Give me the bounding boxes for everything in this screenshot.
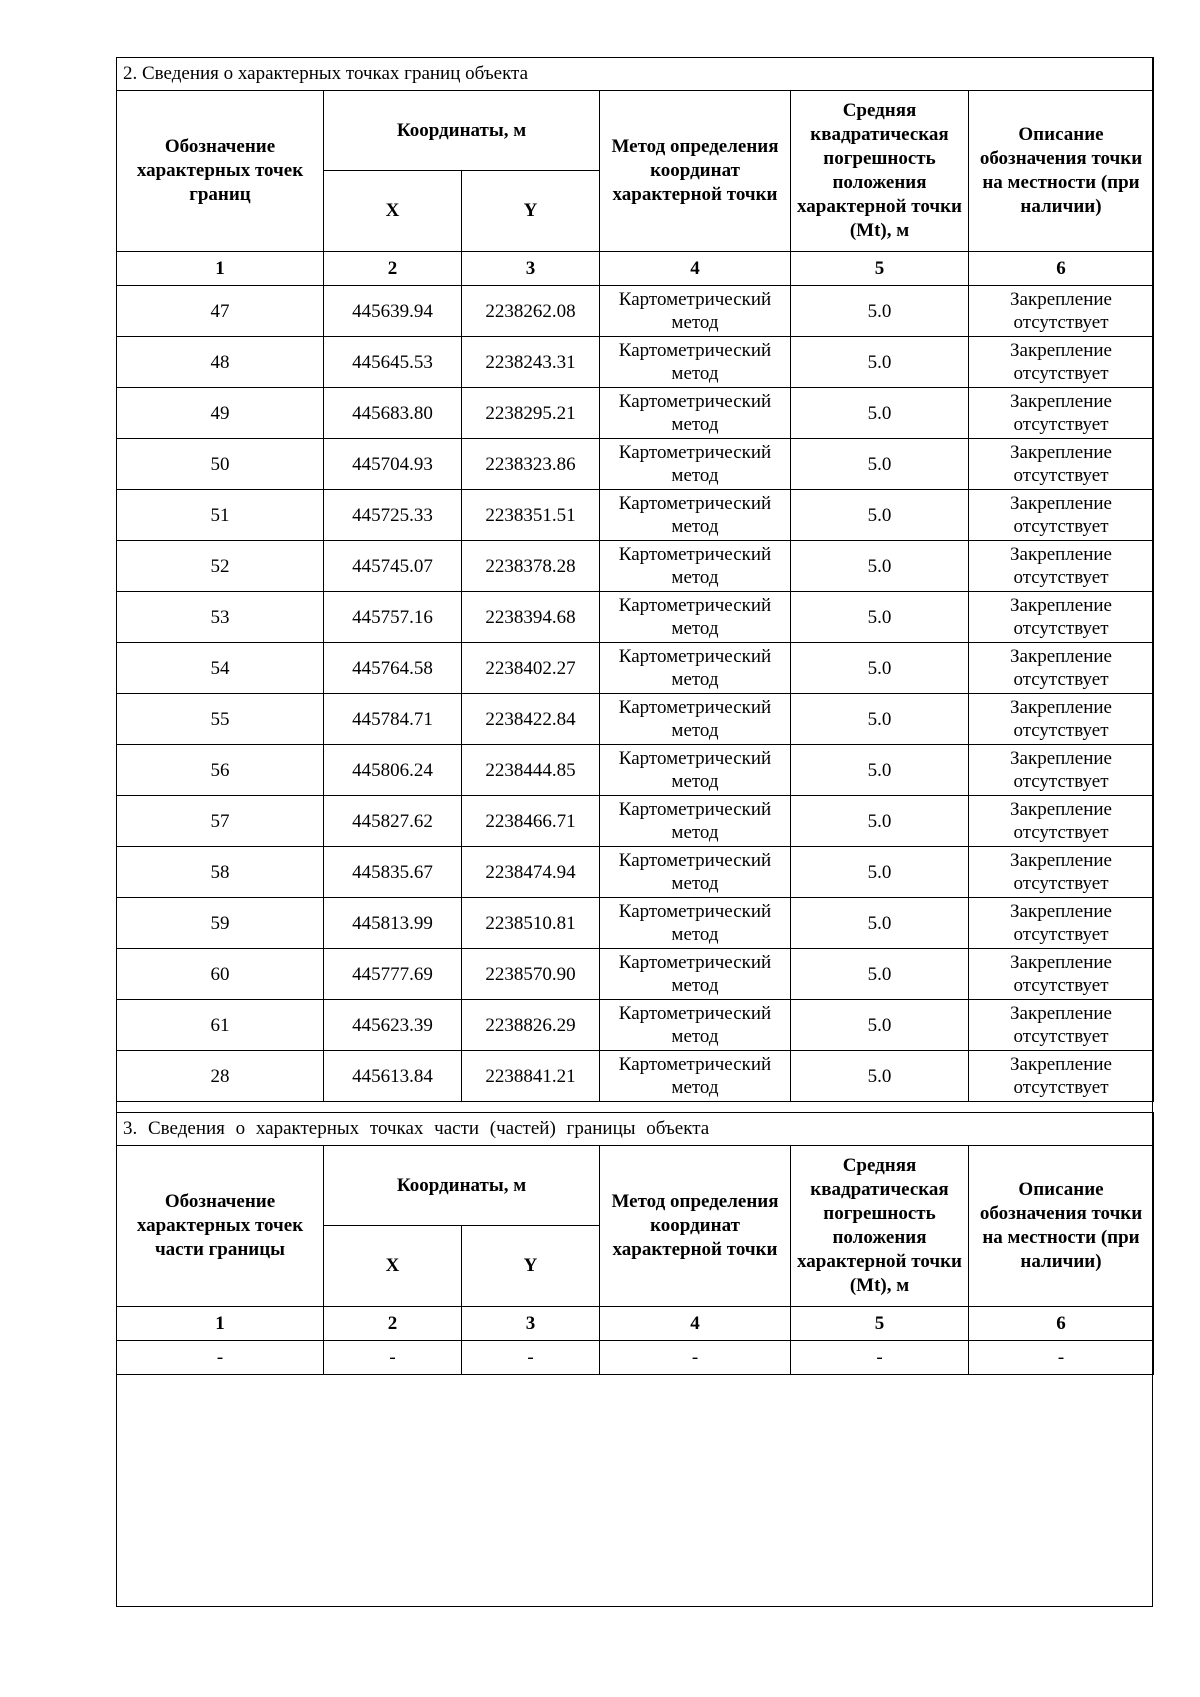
mt-text: 5.0 (867, 912, 892, 934)
column-number: 2 (324, 252, 462, 286)
section3-table (116, 1112, 1154, 1375)
header-y: Y (462, 1226, 600, 1307)
coord-x-text: 445813.99 (352, 912, 433, 934)
description-cell (969, 388, 1154, 439)
point-number (117, 1051, 324, 1102)
description-text: Закрепление (1010, 952, 1112, 973)
table-row (117, 847, 1154, 898)
point-number (117, 694, 324, 745)
coord-y (462, 643, 600, 694)
method-text: метод (671, 516, 719, 537)
description-cell (969, 439, 1154, 490)
description-text: отсутствует (1013, 567, 1109, 588)
method-cell (600, 745, 791, 796)
coord-x-text: 445639.94 (352, 300, 433, 322)
coord-y-text: 2238243.31 (485, 351, 576, 373)
description-text: отсутствует (1013, 1026, 1109, 1047)
column-number: 4 (600, 1307, 791, 1341)
coord-x (324, 541, 462, 592)
header-error: Средняя квадратическая погрешность положения характерной точки (Mt), м (791, 1146, 969, 1307)
coord-x (324, 490, 462, 541)
method-cell (600, 949, 791, 1000)
mt-text: 5.0 (867, 963, 892, 985)
method-text: метод (671, 924, 719, 945)
method-cell (600, 1051, 791, 1102)
point-number (117, 592, 324, 643)
mt-value (791, 286, 969, 337)
method-cell (600, 643, 791, 694)
method-cell (600, 694, 791, 745)
method-text: Картометрический (618, 748, 772, 769)
description-cell (969, 745, 1154, 796)
mt-value (791, 898, 969, 949)
description-cell (969, 643, 1154, 694)
point-number (117, 796, 324, 847)
coord-x-text: 445745.07 (352, 555, 433, 577)
empty-cell: - (791, 1341, 969, 1375)
coord-x (324, 694, 462, 745)
description-cell (969, 847, 1154, 898)
coord-y-text: 2238510.81 (485, 912, 576, 934)
point-number-text: 59 (210, 912, 230, 934)
point-number (117, 745, 324, 796)
coord-x (324, 1051, 462, 1102)
description-text: Закрепление (1010, 799, 1112, 820)
header-description: Описание обозначения точки на местности (при наличии) (969, 91, 1154, 252)
description-text: отсутствует (1013, 312, 1109, 333)
empty-cell: - (600, 1341, 791, 1375)
coord-y (462, 694, 600, 745)
point-number (117, 439, 324, 490)
description-text: отсутствует (1013, 873, 1109, 894)
coord-x (324, 643, 462, 694)
method-text: метод (671, 771, 719, 792)
mt-text: 5.0 (867, 708, 892, 730)
point-number-text: 53 (210, 606, 230, 628)
coord-y (462, 541, 600, 592)
table-row (117, 337, 1154, 388)
method-text: Картометрический (618, 340, 772, 361)
method-text: Картометрический (618, 646, 772, 667)
method-cell (600, 847, 791, 898)
table-row (117, 541, 1154, 592)
point-number-text: 57 (210, 810, 230, 832)
method-cell (600, 541, 791, 592)
method-cell (600, 796, 791, 847)
mt-value (791, 847, 969, 898)
section2-title: 2. Сведения о характерных точках границ объекта (117, 58, 1154, 91)
mt-value (791, 949, 969, 1000)
method-text: метод (671, 1026, 719, 1047)
header-description: Описание обозначения точки на местности (при наличии) (969, 1146, 1154, 1307)
column-number: 5 (791, 252, 969, 286)
method-text: Картометрический (618, 442, 772, 463)
coord-x (324, 745, 462, 796)
column-number: 2 (324, 1307, 462, 1341)
coord-y-text: 2238466.71 (485, 810, 576, 832)
header-point-designation: Обозначение характерных точек части границы (117, 1146, 324, 1307)
coord-y-text: 2238378.28 (485, 555, 576, 577)
header-x: X (324, 171, 462, 252)
description-text: отсутствует (1013, 720, 1109, 741)
method-text: Картометрический (618, 850, 772, 871)
description-text: отсутствует (1013, 414, 1109, 435)
point-number-text: 48 (210, 351, 230, 373)
coord-y (462, 1051, 600, 1102)
coord-x-text: 445645.53 (352, 351, 433, 373)
description-text: Закрепление (1010, 595, 1112, 616)
description-text: Закрепление (1010, 697, 1112, 718)
description-text: отсутствует (1013, 975, 1109, 996)
header-method: Метод определения координат характерной точки (600, 91, 791, 252)
description-text: отсутствует (1013, 516, 1109, 537)
point-number (117, 541, 324, 592)
coord-x-text: 445827.62 (352, 810, 433, 832)
empty-cell: - (969, 1341, 1154, 1375)
coord-x-text: 445806.24 (352, 759, 433, 781)
mt-text: 5.0 (867, 759, 892, 781)
coord-x-text: 445784.71 (352, 708, 433, 730)
method-text: Картометрический (618, 289, 772, 310)
description-text: отсутствует (1013, 822, 1109, 843)
method-text: метод (671, 567, 719, 588)
method-text: Картометрический (618, 493, 772, 514)
coord-y-text: 2238422.84 (485, 708, 576, 730)
method-text: Картометрический (618, 952, 772, 973)
method-cell (600, 1000, 791, 1051)
coord-y-text: 2238262.08 (485, 300, 576, 322)
method-text: Картометрический (618, 697, 772, 718)
description-text: отсутствует (1013, 618, 1109, 639)
coord-x-text: 445613.84 (352, 1065, 433, 1087)
coord-x (324, 796, 462, 847)
table-row (117, 694, 1154, 745)
description-text: Закрепление (1010, 901, 1112, 922)
description-text: Закрепление (1010, 289, 1112, 310)
method-cell (600, 286, 791, 337)
method-text: Картометрический (618, 901, 772, 922)
method-text: Картометрический (618, 1003, 772, 1024)
column-number: 3 (462, 1307, 600, 1341)
header-x: X (324, 1226, 462, 1307)
point-number-text: 58 (210, 861, 230, 883)
point-number (117, 286, 324, 337)
coord-y-text: 2238841.21 (485, 1065, 576, 1087)
coord-y-text: 2238351.51 (485, 504, 576, 526)
coord-x (324, 847, 462, 898)
mt-text: 5.0 (867, 300, 892, 322)
column-number: 6 (969, 252, 1154, 286)
method-cell (600, 439, 791, 490)
header-coordinates: Координаты, м (324, 91, 600, 171)
coord-x-text: 445764.58 (352, 657, 433, 679)
point-number (117, 847, 324, 898)
coord-y-text: 2238826.29 (485, 1014, 576, 1036)
description-cell (969, 286, 1154, 337)
description-cell (969, 541, 1154, 592)
mt-text: 5.0 (867, 1065, 892, 1087)
table-row (117, 1000, 1154, 1051)
description-cell (969, 1000, 1154, 1051)
empty-cell: - (117, 1341, 324, 1375)
empty-cell: - (462, 1341, 600, 1375)
description-text: Закрепление (1010, 340, 1112, 361)
point-number (117, 490, 324, 541)
description-text: Закрепление (1010, 391, 1112, 412)
method-text: Картометрический (618, 595, 772, 616)
header-error: Средняя квадратическая погрешность положения характерной точки (Mt), м (791, 91, 969, 252)
description-cell (969, 898, 1154, 949)
header-point-designation: Обозначение характерных точек границ (117, 91, 324, 252)
point-number-text: 50 (210, 453, 230, 475)
mt-text: 5.0 (867, 657, 892, 679)
coord-y (462, 949, 600, 1000)
description-text: Закрепление (1010, 544, 1112, 565)
method-cell (600, 337, 791, 388)
point-number-text: 52 (210, 555, 230, 577)
method-text: Картометрический (618, 799, 772, 820)
coord-y (462, 439, 600, 490)
method-text: Картометрический (618, 1054, 772, 1075)
description-text: Закрепление (1010, 646, 1112, 667)
description-cell (969, 592, 1154, 643)
method-text: метод (671, 873, 719, 894)
coord-x-text: 445757.16 (352, 606, 433, 628)
method-text: метод (671, 414, 719, 435)
description-text: отсутствует (1013, 465, 1109, 486)
coord-y (462, 745, 600, 796)
method-text: метод (671, 363, 719, 384)
coord-x (324, 286, 462, 337)
point-number-text: 55 (210, 708, 230, 730)
coord-y-text: 2238295.21 (485, 402, 576, 424)
method-text: метод (671, 975, 719, 996)
point-number-text: 56 (210, 759, 230, 781)
description-text: Закрепление (1010, 850, 1112, 871)
coord-x-text: 445623.39 (352, 1014, 433, 1036)
method-cell (600, 490, 791, 541)
mt-value (791, 1000, 969, 1051)
column-numbers-row (117, 252, 1154, 286)
coord-x-text: 445725.33 (352, 504, 433, 526)
point-number (117, 949, 324, 1000)
coord-y (462, 490, 600, 541)
point-number-text: 61 (210, 1014, 230, 1036)
table-row (117, 592, 1154, 643)
point-number (117, 1000, 324, 1051)
table-row (117, 745, 1154, 796)
point-number-text: 51 (210, 504, 230, 526)
point-number (117, 388, 324, 439)
table-row (117, 898, 1154, 949)
description-text: Закрепление (1010, 493, 1112, 514)
coord-y (462, 847, 600, 898)
description-cell (969, 796, 1154, 847)
mt-value (791, 694, 969, 745)
description-cell (969, 949, 1154, 1000)
mt-value (791, 796, 969, 847)
coord-x (324, 388, 462, 439)
coord-y-text: 2238394.68 (485, 606, 576, 628)
mt-text: 5.0 (867, 1014, 892, 1036)
coord-x-text: 445835.67 (352, 861, 433, 883)
mt-text: 5.0 (867, 453, 892, 475)
method-text: метод (671, 312, 719, 333)
coord-y (462, 592, 600, 643)
point-number-text: 49 (210, 402, 230, 424)
coord-y (462, 898, 600, 949)
mt-text: 5.0 (867, 504, 892, 526)
mt-text: 5.0 (867, 351, 892, 373)
coord-x (324, 439, 462, 490)
method-text: Картометрический (618, 391, 772, 412)
table-row (117, 388, 1154, 439)
column-numbers-row (117, 1307, 1154, 1341)
section3-title: 3. Сведения о характерных точках части (частей) границы объекта (117, 1113, 1154, 1146)
method-text: метод (671, 618, 719, 639)
coord-y (462, 286, 600, 337)
coord-y (462, 337, 600, 388)
description-cell (969, 1051, 1154, 1102)
description-text: Закрепление (1010, 442, 1112, 463)
table-row (117, 439, 1154, 490)
mt-value (791, 337, 969, 388)
header-method: Метод определения координат характерной точки (600, 1146, 791, 1307)
mt-text: 5.0 (867, 606, 892, 628)
point-number (117, 337, 324, 388)
section2-table (116, 57, 1154, 1102)
table-row (117, 796, 1154, 847)
coord-x-text: 445704.93 (352, 453, 433, 475)
coord-y-text: 2238444.85 (485, 759, 576, 781)
point-number-text: 28 (210, 1065, 230, 1087)
description-text: отсутствует (1013, 924, 1109, 945)
description-text: Закрепление (1010, 748, 1112, 769)
column-number: 4 (600, 252, 791, 286)
description-text: отсутствует (1013, 669, 1109, 690)
method-text: метод (671, 822, 719, 843)
column-number: 5 (791, 1307, 969, 1341)
mt-value (791, 439, 969, 490)
table-row (117, 643, 1154, 694)
coord-y (462, 1000, 600, 1051)
coord-y-text: 2238570.90 (485, 963, 576, 985)
coord-y-text: 2238323.86 (485, 453, 576, 475)
point-number (117, 898, 324, 949)
method-cell (600, 592, 791, 643)
mt-value (791, 388, 969, 439)
method-text: метод (671, 720, 719, 741)
point-number (117, 643, 324, 694)
method-text: метод (671, 1077, 719, 1098)
coord-y-text: 2238402.27 (485, 657, 576, 679)
table-row (117, 949, 1154, 1000)
mt-value (791, 745, 969, 796)
description-text: отсутствует (1013, 1077, 1109, 1098)
point-number-text: 60 (210, 963, 230, 985)
mt-text: 5.0 (867, 810, 892, 832)
description-text: Закрепление (1010, 1054, 1112, 1075)
mt-text: 5.0 (867, 402, 892, 424)
table-row (117, 1051, 1154, 1102)
coord-x (324, 949, 462, 1000)
mt-text: 5.0 (867, 555, 892, 577)
method-text: Картометрический (618, 544, 772, 565)
point-number-text: 54 (210, 657, 230, 679)
method-cell (600, 388, 791, 439)
description-cell (969, 337, 1154, 388)
header-y: Y (462, 171, 600, 252)
mt-value (791, 490, 969, 541)
mt-value (791, 643, 969, 694)
method-text: метод (671, 669, 719, 690)
mt-text: 5.0 (867, 861, 892, 883)
coord-x (324, 592, 462, 643)
coord-y-text: 2238474.94 (485, 861, 576, 883)
table-row (117, 286, 1154, 337)
coord-x-text: 445683.80 (352, 402, 433, 424)
description-text: отсутствует (1013, 363, 1109, 384)
point-number-text: 47 (210, 300, 230, 322)
coord-y (462, 388, 600, 439)
coord-y (462, 796, 600, 847)
mt-value (791, 541, 969, 592)
column-number: 1 (117, 252, 324, 286)
column-number: 3 (462, 252, 600, 286)
method-text: метод (671, 465, 719, 486)
coord-x (324, 898, 462, 949)
description-text: Закрепление (1010, 1003, 1112, 1024)
mt-value (791, 1051, 969, 1102)
table-row (117, 490, 1154, 541)
empty-cell: - (324, 1341, 462, 1375)
coord-x (324, 337, 462, 388)
coord-x (324, 1000, 462, 1051)
column-number: 1 (117, 1307, 324, 1341)
method-cell (600, 898, 791, 949)
mt-value (791, 592, 969, 643)
description-cell (969, 694, 1154, 745)
coord-x-text: 445777.69 (352, 963, 433, 985)
description-cell (969, 490, 1154, 541)
column-number: 6 (969, 1307, 1154, 1341)
header-coordinates: Координаты, м (324, 1146, 600, 1226)
table-row (117, 1341, 1154, 1375)
description-text: отсутствует (1013, 771, 1109, 792)
